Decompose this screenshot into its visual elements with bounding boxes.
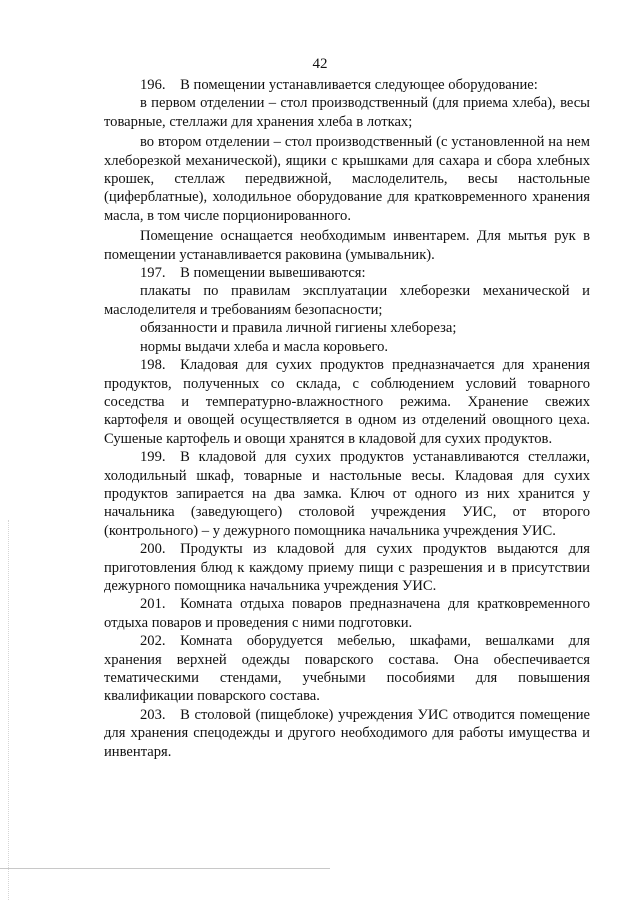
paragraph-197-duties: обязанности и правила личной гигиены хлебореза;: [140, 320, 457, 337]
paragraph-196: 196. В помещении устанавливается следующее оборудование:: [140, 77, 538, 93]
paragraph-203: 203. В столовой (пищеблоке) учреждения УИС отводится помещение для хранения спецодежды и другого необходимого для работы имущества и инвентаря.: [104, 706, 590, 760]
paragraph-198: 198. Кладовая для сухих продуктов предназначается для хранения продуктов, полученных со склада, с соблюдением условий товарного соседства и температурно-влажностного режима. Хранение свежих картофеля и овощей осуществляется в одном из отделений овощного цеха. Сушеные картофель и овощи хранятся в кладовой для сухих продуктов.: [104, 357, 590, 447]
paragraph-202: 202. Комната оборудуется мебелью, шкафами, вешалками для хранения верхней одежды поварского состава. Она обеспечивается тематическими стендами, учебными пособиями для повышения квалификации поварского состава.: [104, 633, 590, 705]
scan-bottom-line: [0, 868, 330, 869]
paragraph-196-second-section: во втором отделении – стол производственный (с установленной на нем хлеборезкой механической), ящики с крышками для сахара и сбора хлебных крошек, стеллаж передвижной, маслоделитель, весы настольные (циферблатные), холодильное оборудование для кратковременного хранения масла, в том числе порционированного.: [104, 134, 590, 224]
page-number: 42: [312, 56, 328, 72]
paragraph-197: 197. В помещении вывешиваются:: [140, 265, 366, 282]
paragraph-201: 201. Комната отдыха поваров предназначена для кратковременного отдыха поваров и проведения с ними подготовки.: [104, 596, 590, 631]
scan-edge-mark: [8, 520, 9, 900]
paragraph-200: 200. Продукты из кладовой для сухих продуктов выдаются для приготовления блюд к каждому приему пищи с разрешения и в присутствии дежурного помощника начальника учреждения УИС.: [104, 541, 590, 594]
paragraph-199: 199. В кладовой для сухих продуктов устанавливаются стеллажи, холодильный шкаф, товарные и настольные весы. Кладовая для сухих продуктов запирается на два замка. Ключ от одного из них хранится у начальника (заведующего) столовой учреждения УИС, от второго (контрольного) – у дежурного помощника начальника учреждения УИС.: [104, 449, 590, 539]
paragraph-196-first-section: в первом отделении – стол производственный (для приема хлеба), весы товарные, стеллажи для хранения хлеба в лотках;: [104, 95, 590, 130]
paragraph-197-posters: плакаты по правилам эксплуатации хлеборезки механической и маслоделителя и требованиям безопасности;: [104, 283, 590, 318]
document-body: [104, 76, 590, 761]
paragraph-197-norms: нормы выдачи хлеба и масла коровьего.: [140, 338, 389, 355]
paragraph-196-equipment-note: Помещение оснащается необходимым инвентарем. Для мытья рук в помещении устанавливается раковина (умывальник).: [104, 228, 590, 263]
